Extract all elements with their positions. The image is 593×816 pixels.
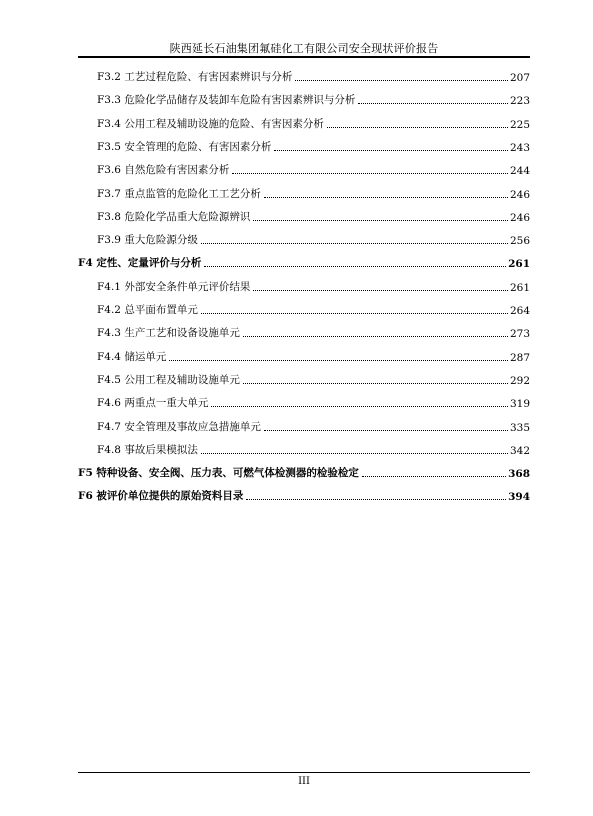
- toc-dot-leader: [232, 173, 508, 174]
- toc-entry[interactable]: [97, 185, 530, 201]
- toc-entry-page: 244: [509, 165, 530, 178]
- toc-entry[interactable]: [97, 91, 530, 107]
- toc-dot-leader: [358, 103, 508, 104]
- toc-entry[interactable]: [97, 394, 530, 410]
- toc-entry[interactable]: [78, 487, 530, 503]
- toc-entry-page: 225: [509, 118, 530, 131]
- toc-entry-page: 394: [508, 491, 530, 504]
- toc-entry-title: F3.4 公用工程及辅助设施的危险、有害因素分析: [97, 117, 324, 130]
- report-header-title: 陕西延长石油集团氟硅化工有限公司安全现状评价报告: [169, 42, 439, 55]
- toc-entry-title: F4.6 两重点一重大单元: [97, 397, 209, 410]
- toc-entry[interactable]: [97, 301, 530, 317]
- toc-entry-page: 368: [508, 468, 530, 481]
- toc-entry[interactable]: [78, 254, 530, 270]
- toc-entry-title: F4.3 生产工艺和设备设施单元: [97, 327, 240, 340]
- toc-entry-title: F6 被评价单位提供的原始资料目录: [78, 490, 244, 503]
- toc-entry-title: F4 定性、定量评价与分析: [78, 257, 202, 270]
- toc-entry-title: F3.8 危险化学品重大危险源辨识: [97, 210, 251, 223]
- toc-dot-leader: [295, 80, 508, 81]
- toc-entry-title: F3.9 重大危险源分级: [97, 234, 198, 247]
- toc-entry[interactable]: [97, 68, 530, 84]
- toc-dot-leader: [201, 453, 508, 454]
- toc-entry-title: F4.2 总平面布置单元: [97, 304, 198, 316]
- toc-dot-leader: [274, 150, 508, 151]
- toc-entry-page: 256: [509, 235, 530, 248]
- toc-entry-page: 207: [509, 72, 530, 84]
- toc-dot-leader: [204, 266, 506, 267]
- toc-entry-page: 273: [509, 328, 530, 341]
- toc-entry-title: F3.5 安全管理的危险、有害因素分析: [97, 140, 272, 153]
- toc-entry-page: 287: [509, 351, 530, 364]
- toc-dot-leader: [253, 220, 508, 221]
- toc-entry-page: 335: [509, 421, 530, 434]
- toc-entry-title: F4.4 储运单元: [97, 350, 167, 363]
- toc-dot-leader: [243, 383, 508, 384]
- toc-dot-leader: [264, 430, 508, 431]
- toc-entry-page: 261: [509, 281, 530, 294]
- toc-entry-page: 261: [508, 258, 530, 271]
- toc-entry-title: F5 特种设备、安全阀、压力表、可燃气体检测器的检验检定: [78, 467, 359, 480]
- toc-entry-title: F3.6 自然危险有害因素分析: [97, 164, 230, 177]
- toc-dot-leader: [243, 336, 508, 337]
- toc-entry-page: 243: [509, 141, 530, 154]
- toc-entry[interactable]: [97, 348, 530, 364]
- toc-entry-title: F3.2 工艺过程危险、有害因素辨识与分析: [97, 71, 293, 83]
- toc-dot-leader: [201, 313, 508, 314]
- toc-dot-leader: [246, 499, 506, 500]
- toc-entry-page: 264: [509, 305, 530, 317]
- toc-entry[interactable]: [97, 161, 530, 177]
- toc-entry-title: F4.8 事故后果模拟法: [97, 443, 198, 456]
- toc-entry-page: 342: [509, 444, 530, 457]
- toc-dot-leader: [264, 197, 508, 198]
- toc-entry[interactable]: [97, 371, 530, 387]
- toc-entry-title: F4.7 安全管理及事故应急措施单元: [97, 420, 261, 433]
- toc-dot-leader: [201, 243, 508, 244]
- toc-entry[interactable]: [97, 278, 530, 294]
- toc-entry-title: F4.5 公用工程及辅助设施单元: [97, 373, 240, 386]
- toc-entry-page: 319: [509, 398, 530, 411]
- toc-dot-leader: [362, 476, 506, 477]
- toc-entry[interactable]: [97, 115, 530, 131]
- toc-dot-leader: [327, 127, 508, 128]
- toc-entry[interactable]: [97, 208, 530, 224]
- toc-entry[interactable]: [78, 464, 530, 480]
- page-number: III: [298, 776, 310, 787]
- toc-entry-title: F3.7 重点监管的危险化工工艺分析: [97, 187, 261, 200]
- toc-entry[interactable]: [97, 418, 530, 434]
- toc-entry-title: F4.1 外部安全条件单元评价结果: [97, 280, 251, 293]
- toc-entry-page: 246: [509, 211, 530, 224]
- toc-entry-page: 246: [509, 188, 530, 201]
- toc-dot-leader: [211, 406, 508, 407]
- toc-entry-page: 223: [509, 95, 530, 108]
- toc-entry-page: 292: [509, 374, 530, 387]
- toc-dot-leader: [169, 360, 508, 361]
- toc-entry-title: F3.3 危险化学品储存及装卸车危险有害因素辨识与分析: [97, 94, 356, 107]
- toc-dot-leader: [253, 290, 508, 291]
- toc-entry[interactable]: [97, 231, 530, 247]
- toc-entry[interactable]: [97, 441, 530, 457]
- toc-entry[interactable]: [97, 138, 530, 154]
- footer-divider: [78, 772, 530, 773]
- toc-entry[interactable]: [97, 324, 530, 340]
